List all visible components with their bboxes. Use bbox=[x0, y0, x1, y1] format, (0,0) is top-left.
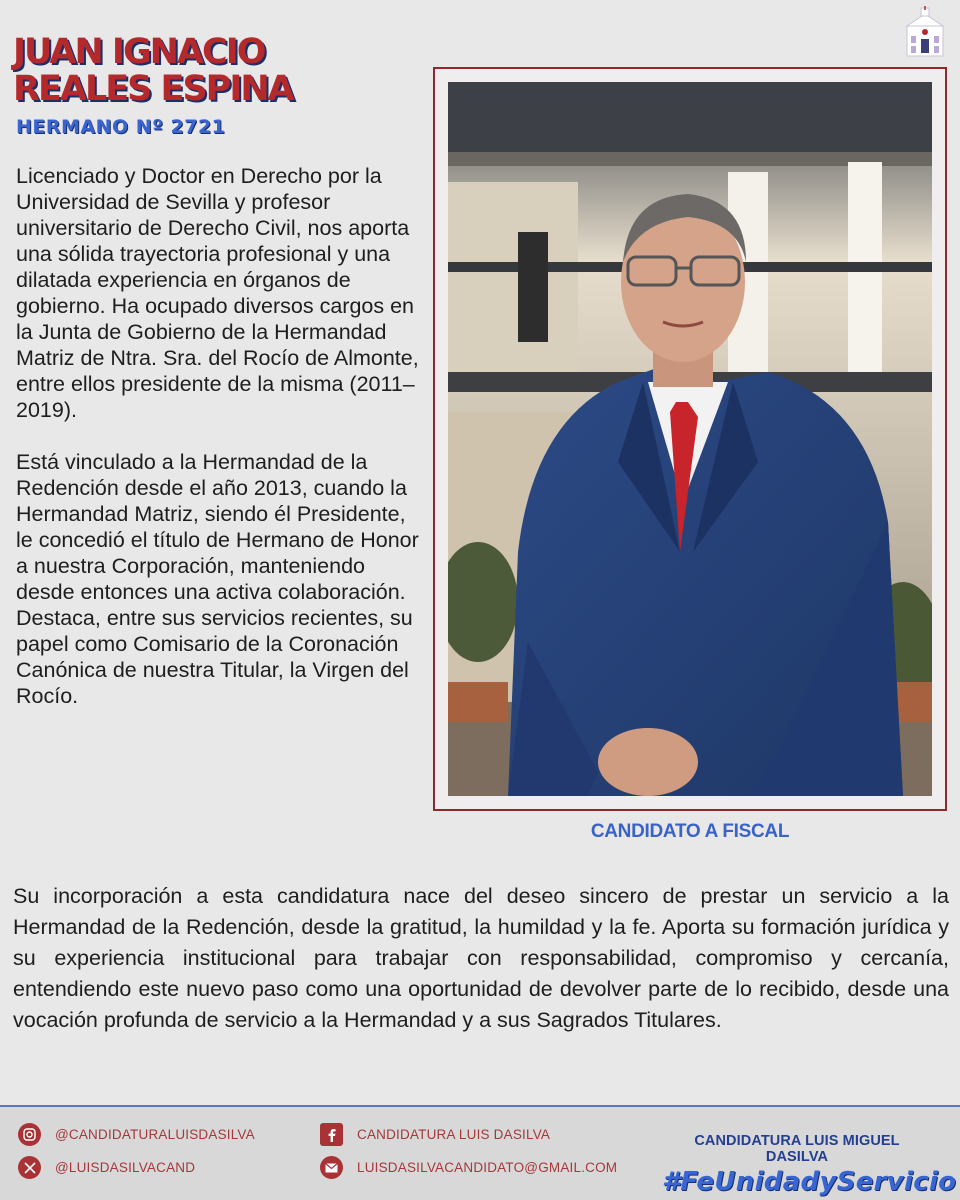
name-line-2: REALES ESPINA bbox=[13, 69, 293, 109]
x-link[interactable] bbox=[18, 1156, 195, 1179]
email-link[interactable] bbox=[320, 1156, 617, 1179]
instagram-icon bbox=[18, 1123, 41, 1146]
brotherhood-logo bbox=[902, 6, 948, 58]
campaign-title: CANDIDATURA LUIS MIGUEL DASILVA bbox=[694, 1133, 900, 1165]
bio-paragraph-2: Está vinculado a la Hermandad de la Redención desde el año 2013, cuando la Hermandad Matriz, siendo él Presidente, le concedió el título de Hermano de Honor a nuestra Corporación, manteniendo desde entonces una activa colaboración. Destaca, entre sus servicios recientes, su papel como Comisario de la Coronación Canónica de nuestra Titular, la Virgen del Rocío. bbox=[16, 450, 419, 708]
candidate-photo bbox=[448, 82, 932, 796]
x-icon bbox=[18, 1156, 41, 1179]
email-address: LUISDASILVACANDIDATO@GMAIL.COM bbox=[357, 1160, 618, 1175]
facebook-name: CANDIDATURA LUIS DASILVA bbox=[357, 1127, 551, 1142]
instagram-handle: @CANDIDATURALUISDASILVA bbox=[55, 1127, 255, 1142]
photo-caption: CANDIDATO A FISCAL bbox=[590, 821, 790, 842]
member-number: HERMANO Nº 2721 bbox=[16, 116, 226, 138]
name-line-1: JUAN IGNACIO bbox=[13, 32, 265, 72]
portrait-illustration bbox=[448, 82, 932, 796]
facebook-link[interactable] bbox=[320, 1123, 550, 1146]
footer bbox=[0, 1105, 960, 1200]
instagram-link[interactable] bbox=[18, 1123, 255, 1146]
chapel-icon bbox=[902, 6, 948, 58]
closing-paragraph: Su incorporación a esta candidatura nace del deseo sincero de prestar un servicio a la Hermandad de la Redención, desde la gratitud, la humildad y la fe. Aporta su formación jurídica y su experiencia institucional para trabajar con responsabilidad, compromiso y cercanía, entendiendo este nuevo paso como una oportunidad de devolver parte de lo recibido, desde una vocación profunda de servicio a la Hermandad y a sus Sagrados Titulares. bbox=[13, 884, 949, 1032]
candidate-name bbox=[13, 34, 423, 108]
campaign-hashtag: #FeUnidadyServicio bbox=[662, 1167, 957, 1197]
facebook-icon bbox=[320, 1123, 343, 1146]
mail-icon bbox=[320, 1156, 343, 1179]
x-handle: @LUISDASILVACAND bbox=[55, 1160, 196, 1175]
campaign-block bbox=[662, 1133, 957, 1197]
bio-paragraph-1: Licenciado y Doctor en Derecho por la Universidad de Sevilla y profesor universitario de Derecho Civil, nos aporta una sólida trayectoria profesional y una dilatada experiencia en órganos de gobierno. Ha ocupado diversos cargos en la Junta de Gobierno de la Hermandad Matriz de Ntra. Sra. del Rocío de Almonte, entre ellos presidente de la misma (2011–2019). bbox=[16, 164, 419, 422]
biography bbox=[16, 163, 421, 709]
photo-frame bbox=[433, 67, 947, 811]
